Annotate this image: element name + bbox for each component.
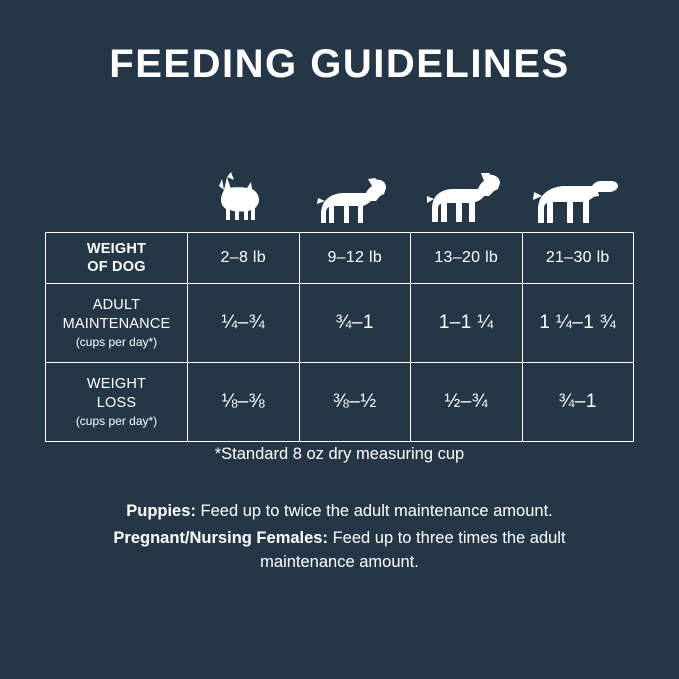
dog-silhouette-terrier-icon	[314, 174, 392, 226]
note-pregnant-label: Pregnant/Nursing Females:	[113, 528, 328, 547]
feeding-table	[45, 232, 634, 442]
feeding-table-container	[45, 232, 634, 442]
row-label-adult-maintenance	[46, 284, 188, 363]
weight-header-2: 9–12 lb	[299, 233, 411, 284]
row-label-line1: ADULT	[92, 297, 141, 314]
weight-header-1: 2–8 lb	[188, 233, 300, 284]
table-row	[46, 284, 634, 363]
cell-adult-2-8lb: ¼–¾	[188, 284, 300, 363]
cell-adult-9-12lb: ¾–1	[299, 284, 411, 363]
page-title: FEEDING GUIDELINES	[109, 42, 570, 86]
table-row	[46, 363, 634, 442]
note-puppies	[0, 500, 679, 524]
row-label-line1: WEIGHT	[86, 376, 147, 393]
weight-header-4: 21–30 lb	[522, 233, 634, 284]
dog-silhouette-row	[45, 158, 634, 228]
cell-weightloss-13-20lb: ½–¾	[411, 363, 523, 442]
dog-silhouette-cell-2	[297, 158, 410, 228]
measuring-cup-footnote: *Standard 8 oz dry measuring cup	[214, 445, 465, 463]
dog-silhouette-cell-1	[184, 158, 297, 228]
dog-silhouette-scottie-icon	[425, 170, 505, 226]
cell-adult-21-30lb: 1 ¼–1 ¾	[522, 284, 634, 363]
table-corner-label	[46, 233, 188, 284]
dog-row-spacer	[45, 158, 184, 228]
cell-weightloss-21-30lb: ¾–1	[522, 363, 634, 442]
weight-header-3: 13–20 lb	[411, 233, 523, 284]
cell-weightloss-2-8lb: ⅛–⅜	[188, 363, 300, 442]
row-sublabel: (cups per day*)	[75, 334, 158, 349]
dog-silhouette-beagle-icon	[531, 174, 625, 226]
note-puppies-text: Feed up to twice the adult maintenance amount.	[200, 502, 553, 520]
dog-silhouette-cell-3	[409, 158, 522, 228]
cell-adult-13-20lb: 1–1 ¼	[411, 284, 523, 363]
row-label-weight-loss	[46, 363, 188, 442]
note-pregnant-nursing	[0, 527, 679, 575]
dog-silhouette-chihuahua-icon	[211, 170, 269, 226]
corner-label-line2: OF DOG	[87, 259, 146, 275]
note-pregnant-text: Feed up to three times the adult maintenance amount.	[260, 528, 566, 571]
corner-label-line1: WEIGHT	[86, 240, 147, 257]
row-sublabel: (cups per day*)	[75, 413, 158, 428]
row-label-line2: MAINTENANCE	[62, 315, 171, 332]
row-label-line2: LOSS	[96, 394, 137, 411]
table-header-row	[46, 233, 634, 284]
feeding-notes	[0, 500, 679, 578]
dog-silhouette-cell-4	[522, 158, 635, 228]
note-puppies-label: Puppies:	[126, 502, 196, 520]
cell-weightloss-9-12lb: ⅜–½	[299, 363, 411, 442]
